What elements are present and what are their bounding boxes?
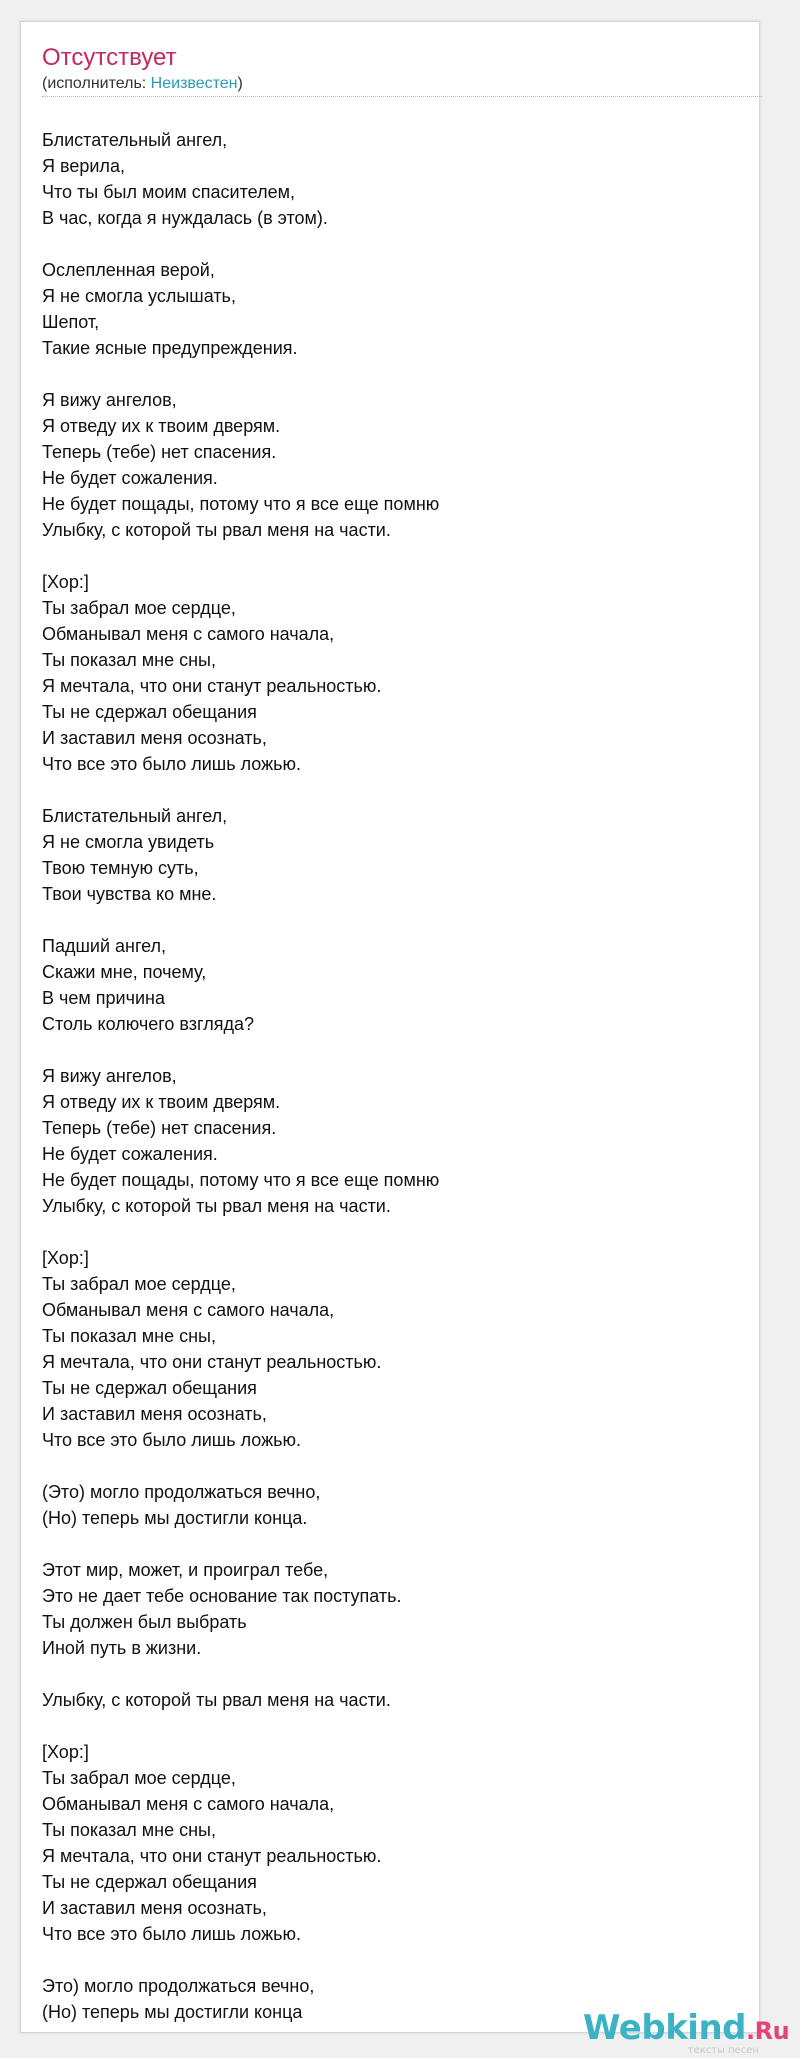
lyric-line: Скажи мне, почему, — [42, 962, 207, 982]
lyric-stanza — [42, 387, 742, 543]
lyric-line: [Хор:] — [42, 1248, 89, 1268]
title-divider — [42, 96, 762, 97]
artist-line — [42, 74, 243, 94]
lyric-line: Это) могло продолжаться вечно, — [42, 1976, 315, 1996]
lyric-stanza — [42, 1557, 742, 1661]
lyric-line: Теперь (тебе) нет спасения. — [42, 442, 277, 462]
lyric-line: [Хор:] — [42, 572, 89, 592]
lyric-line: Обманывал меня с самого начала, — [42, 1794, 335, 1814]
lyric-line: Улыбку, с которой ты рвал меня на части. — [42, 520, 391, 540]
lyric-line: Ты показал мне сны, — [42, 650, 216, 670]
lyric-line: И заставил меня осознать, — [42, 728, 267, 748]
artist-link[interactable]: Неизвестен — [150, 75, 238, 92]
lyric-line: Не будет сожаления. — [42, 1144, 218, 1164]
lyric-line: Улыбку, с которой ты рвал меня на части. — [42, 1690, 391, 1710]
lyric-line: (Но) теперь мы достигли конца — [42, 2002, 303, 2022]
lyric-line: Ты забрал мое сердце, — [42, 1768, 236, 1788]
lyric-line: Не будет сожаления. — [42, 468, 218, 488]
lyric-stanza — [42, 933, 742, 1037]
lyric-line: Я мечтала, что они станут реальностью. — [42, 676, 382, 696]
logo-name: Webkind — [583, 2008, 746, 2048]
lyric-line: Что все это было лишь ложью. — [42, 754, 302, 774]
lyric-line: Я вижу ангелов, — [42, 1066, 177, 1086]
logo-tagline: тексты песен — [687, 2045, 759, 2056]
lyric-line: Этот мир, может, и проиграл тебе, — [42, 1560, 329, 1580]
lyric-stanza — [42, 1739, 742, 1947]
artist-prefix: (исполнитель: — [42, 75, 151, 92]
lyric-stanza — [42, 1063, 742, 1219]
lyric-line: Твои чувства ко мне. — [42, 884, 217, 904]
lyric-line: Ты не сдержал обещания — [42, 1378, 257, 1398]
webkind-logo[interactable] — [583, 2008, 790, 2058]
lyric-line: Такие ясные предупреждения. — [42, 338, 298, 358]
lyric-line: Я не смогла услышать, — [42, 286, 236, 306]
lyric-line: (Это) могло продолжаться вечно, — [42, 1482, 321, 1502]
artist-suffix: ) — [237, 75, 243, 92]
lyric-line: Падший ангел, — [42, 936, 167, 956]
lyric-stanza — [42, 127, 742, 231]
lyric-line: Не будет пощады, потому что я все еще помню — [42, 1170, 440, 1190]
lyric-line: Твою темную суть, — [42, 858, 199, 878]
lyric-stanza — [42, 1245, 742, 1453]
lyric-line: Я не смогла увидеть — [42, 832, 215, 852]
lyric-stanza — [42, 1687, 742, 1713]
lyric-line: Я отведу их к твоим дверям. — [42, 1092, 281, 1112]
song-title: Отсутствует — [42, 44, 177, 71]
lyric-line: Я верила, — [42, 156, 125, 176]
lyric-line: [Хор:] — [42, 1742, 89, 1762]
lyric-line: Ты не сдержал обещания — [42, 702, 257, 722]
lyric-line: Ослепленная верой, — [42, 260, 215, 280]
lyric-line: Я отведу их к твоим дверям. — [42, 416, 281, 436]
lyric-stanza — [42, 257, 742, 361]
lyric-line: Блистательный ангел, — [42, 130, 228, 150]
lyric-line: Теперь (тебе) нет спасения. — [42, 1118, 277, 1138]
lyric-stanza — [42, 803, 742, 907]
lyric-line: Шепот, — [42, 312, 100, 332]
lyric-line: Ты показал мне сны, — [42, 1820, 216, 1840]
lyric-line: И заставил меня осознать, — [42, 1898, 267, 1918]
lyric-line: Я вижу ангелов, — [42, 390, 177, 410]
lyric-line: Обманывал меня с самого начала, — [42, 624, 335, 644]
lyric-line: В чем причина — [42, 988, 165, 1008]
lyric-line: В час, когда я нуждалась (в этом). — [42, 208, 328, 228]
lyric-stanza — [42, 569, 742, 777]
lyric-line: Ты должен был выбрать — [42, 1612, 247, 1632]
logo-tld: .Ru — [746, 2017, 790, 2045]
lyric-line: Я мечтала, что они станут реальностью. — [42, 1846, 382, 1866]
lyric-line: Обманывал меня с самого начала, — [42, 1300, 335, 1320]
lyric-line: Столь колючего взгляда? — [42, 1014, 254, 1034]
lyric-line: Ты забрал мое сердце, — [42, 598, 236, 618]
lyric-line: И заставил меня осознать, — [42, 1404, 267, 1424]
lyric-line: Ты не сдержал обещания — [42, 1872, 257, 1892]
lyric-line: Что все это было лишь ложью. — [42, 1430, 302, 1450]
lyric-line: Блистательный ангел, — [42, 806, 228, 826]
lyric-line: Не будет пощады, потому что я все еще помню — [42, 494, 440, 514]
lyric-line: Улыбку, с которой ты рвал меня на части. — [42, 1196, 391, 1216]
lyric-stanza — [42, 1479, 742, 1531]
lyric-line: Ты забрал мое сердце, — [42, 1274, 236, 1294]
lyric-line: (Но) теперь мы достигли конца. — [42, 1508, 308, 1528]
lyrics-card — [20, 21, 790, 2056]
lyric-line: Это не дает тебе основание так поступать. — [42, 1586, 402, 1606]
lyric-line: Я мечтала, что они станут реальностью. — [42, 1352, 382, 1372]
lyrics-text — [42, 127, 742, 2051]
lyric-line: Что ты был моим спасителем, — [42, 182, 295, 202]
lyric-line: Иной путь в жизни. — [42, 1638, 202, 1658]
lyric-line: Что все это было лишь ложью. — [42, 1924, 302, 1944]
lyric-line: Ты показал мне сны, — [42, 1326, 216, 1346]
